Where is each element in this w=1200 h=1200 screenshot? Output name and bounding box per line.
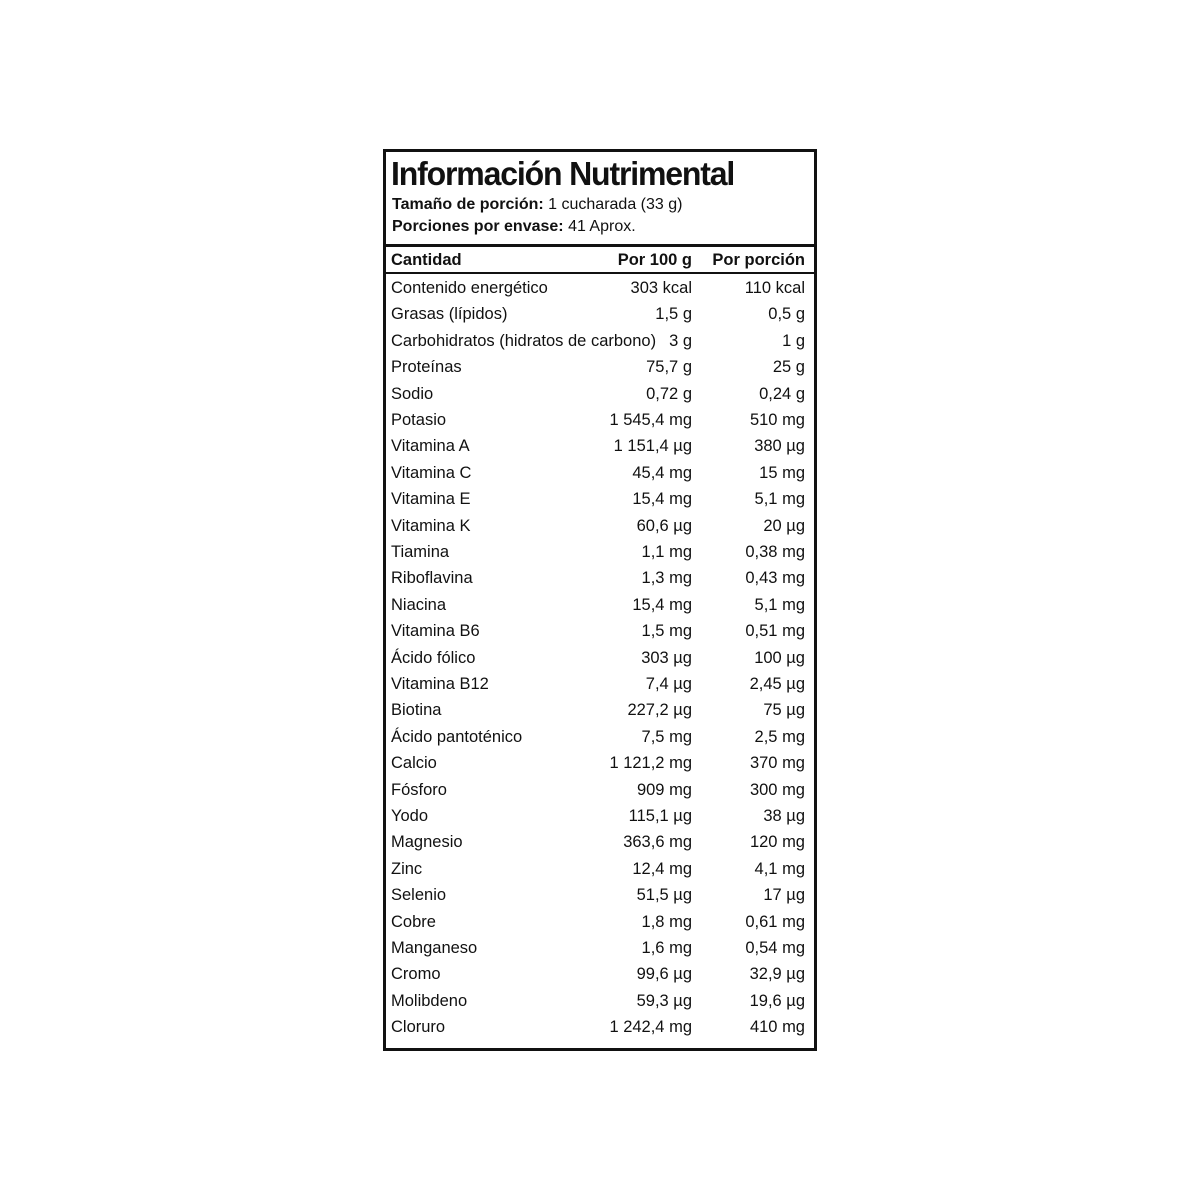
column-header-per-portion: Por porción [712,251,805,269]
nutrient-per-100g: 60,6 µg [636,516,692,535]
table-header [386,248,814,272]
nutrient-name: Cromo [391,965,441,984]
table-row [386,434,814,458]
nutrient-per-100g: 0,72 g [646,384,692,403]
nutrient-name: Biotina [391,701,442,720]
table-row [386,1015,814,1039]
nutrient-name: Calcio [391,754,437,773]
nutrient-name: Zinc [391,859,423,878]
nutrient-per-100g: 909 mg [636,780,692,799]
nutrient-per-100g: 1 545,4 mg [609,411,692,429]
nutrient-per-portion: 2,45 µg [749,675,805,693]
nutrient-per-portion: 2,5 mg [754,727,805,746]
nutrient-per-100g: 51,5 µg [636,886,692,905]
table-row [386,804,814,828]
table-row [386,276,814,300]
table-row [386,725,814,749]
column-header-name: Cantidad [391,251,462,269]
nutrient-per-100g: 7,5 mg [641,727,692,746]
table-row [386,408,814,432]
nutrient-per-100g: 1,5 g [655,305,692,324]
nutrient-per-portion: 4,1 mg [754,859,805,878]
nutrient-per-100g: 303 µg [641,648,692,667]
table-row [386,329,814,353]
nutrient-per-100g: 227,2 µg [627,701,692,720]
nutrient-per-100g: 99,6 µg [636,965,692,984]
nutrient-name: Riboflavina [391,569,473,588]
table-row [386,487,814,511]
nutrient-per-portion: 25 g [772,358,805,377]
nutrient-name: Vitamina B6 [391,622,480,641]
table-row [386,566,814,590]
nutrient-per-100g: 59,3 µg [636,991,692,1010]
nutrient-per-portion: 300 mg [749,780,805,799]
nutrient-name: Potasio [391,411,447,429]
nutrient-name: Selenio [391,886,447,905]
nutrition-facts-panel [383,149,817,1051]
nutrient-per-portion: 0,61 mg [745,912,805,931]
nutrient-name: Contenido energético [391,279,548,297]
table-row [386,302,814,326]
nutrient-name: Fósforo [391,780,447,799]
nutrient-per-100g: 1,5 mg [641,622,692,641]
nutrient-per-100g: 3 g [669,331,692,350]
table-row [386,910,814,934]
divider-thin [386,272,814,274]
nutrient-per-100g: 75,7 g [646,358,692,377]
nutrient-name: Vitamina E [391,490,471,509]
nutrient-per-100g: 1,3 mg [641,569,692,588]
nutrient-per-100g: 303 kcal [630,279,692,297]
nutrient-per-portion: 5,1 mg [754,595,805,614]
nutrient-name: Manganeso [391,939,478,957]
nutrient-per-portion: 20 µg [763,516,805,535]
table-row [386,540,814,564]
nutrient-per-100g: 15,4 mg [632,490,692,509]
nutrient-per-portion: 19,6 µg [749,991,805,1010]
table-row [386,778,814,802]
nutrient-name: Vitamina B12 [391,675,489,693]
servings-per-container-value: 41 Aprox. [563,218,636,235]
nutrient-per-portion: 510 mg [749,411,805,429]
nutrient-per-portion: 15 mg [759,463,805,482]
nutrient-name: Yodo [391,807,429,825]
table-row [386,514,814,538]
nutrient-per-100g: 1,8 mg [641,912,692,931]
nutrient-per-100g: 1,6 mg [641,939,692,957]
nutrient-per-portion: 0,38 mg [745,543,805,561]
nutrient-per-portion: 0,5 g [768,305,805,324]
nutrient-per-portion: 0,24 g [759,384,805,403]
nutrient-per-portion: 32,9 µg [749,965,805,984]
nutrient-per-100g: 1,1 mg [641,543,692,561]
nutrient-name: Ácido pantoténico [391,727,523,746]
nutrient-per-portion: 100 µg [754,648,805,667]
nutrient-per-100g: 7,4 µg [645,675,692,693]
nutrient-name: Carbohidratos (hidratos de carbono) [391,331,657,350]
nutrient-per-portion: 110 kcal [744,279,805,297]
table-row [386,646,814,670]
nutrient-per-portion: 380 µg [754,437,805,456]
nutrient-per-100g: 45,4 mg [632,463,692,482]
table-row [386,672,814,696]
nutrient-name: Tiamina [391,543,450,561]
table-row [386,698,814,722]
table-row [386,857,814,881]
nutrient-name: Grasas (lípidos) [391,305,508,324]
nutrient-per-100g: 12,4 mg [632,859,692,878]
nutrient-per-portion: 38 µg [763,807,805,825]
nutrient-per-100g: 1 121,2 mg [609,754,692,773]
nutrient-name: Cloruro [391,1018,446,1037]
table-row [386,751,814,775]
serving-size-label: Tamaño de porción: [392,196,544,213]
nutrient-per-portion: 410 mg [749,1018,805,1037]
servings-per-container-label: Porciones por envase: [392,218,564,235]
column-header-per-100g: Por 100 g [617,251,692,269]
table-row [386,830,814,854]
nutrient-name: Magnesio [391,833,463,852]
nutrient-per-portion: 5,1 mg [754,490,805,509]
divider-thick [386,244,814,247]
table-row [386,593,814,617]
servings-per-container [392,217,636,237]
nutrient-name: Proteínas [391,358,462,377]
nutrient-per-portion: 1 g [782,331,805,350]
label-title: Información Nutrimental [391,155,735,192]
serving-size-value: 1 cucharada (33 g) [543,196,683,213]
nutrient-per-portion: 0,43 mg [745,569,805,588]
nutrient-per-portion: 17 µg [763,886,805,905]
nutrient-per-100g: 115,1 µg [628,807,692,825]
nutrient-per-portion: 75 µg [763,701,805,720]
nutrient-per-portion: 120 mg [749,833,805,852]
table-row [386,962,814,986]
table-row [386,382,814,406]
nutrient-name: Sodio [391,384,434,403]
table-row [386,355,814,379]
nutrient-name: Vitamina A [391,437,470,456]
nutrient-name: Vitamina K [391,516,471,535]
nutrient-name: Ácido fólico [391,648,476,667]
table-row [386,619,814,643]
nutrient-per-100g: 1 242,4 mg [609,1018,692,1037]
nutrient-per-100g: 15,4 mg [632,595,692,614]
table-row [386,883,814,907]
nutrient-per-100g: 363,6 mg [623,833,692,852]
serving-size [392,195,682,215]
table-row [386,461,814,485]
nutrient-per-portion: 370 mg [749,754,805,773]
nutrient-name: Vitamina C [391,463,472,482]
nutrient-per-portion: 0,51 mg [745,622,805,641]
table-row [386,936,814,960]
table-row [386,989,814,1013]
nutrient-per-100g: 1 151,4 µg [613,437,692,456]
nutrient-name: Molibdeno [391,991,468,1010]
nutrient-name: Niacina [391,595,447,614]
nutrient-per-portion: 0,54 mg [745,939,805,957]
nutrient-name: Cobre [391,912,436,931]
